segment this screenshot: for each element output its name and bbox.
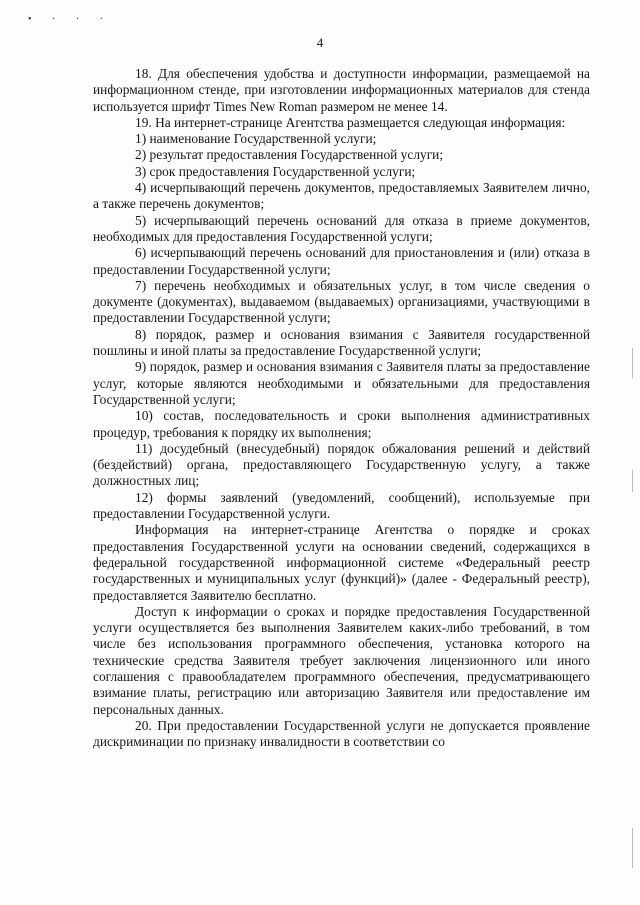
paragraph-info-federal-registry: Информация на интернет-странице Агентства о порядке и сроках предоставления Государственной услуги на основании сведений, содержащихся в федеральной государственной информационной системе «Федеральный реестр государственных и муниципальных услуг (функций)» (далее - Федеральный реестр), предоставляется Заявителю бесплатно. (93, 522, 590, 603)
scan-artifact-dots: • · · · (28, 14, 112, 25)
list-item-4: 4) исчерпывающий перечень документов, предоставляемых Заявителем лично, а также перечень документов; (93, 180, 590, 212)
page-number: 4 (316, 35, 324, 50)
paragraph-19: 19. На интернет-странице Агентства размещается следующая информация: (135, 114, 566, 130)
paragraph-18: 18. Для обеспечения удобства и доступности информации, размещаемой на информационном стенде, при изготовлении информационных материалов для стенда используется шрифт Times New Roman размером не менее 14. (93, 66, 590, 114)
paragraph-20: 20. При предоставлении Государственной услуги не допускается проявление дискриминации по признаку инвалидности в соответствии со (93, 717, 590, 750)
scan-edge-mark (632, 348, 633, 378)
list-item-8: 8) порядок, размер и основания взимания с Заявителя государственной пошлины и иной платы за предоставление Государственной услуги; (93, 326, 590, 359)
paragraph-access-info: Доступ к информации о сроках и порядке предоставления Государственной услуги осуществляется без выполнения Заявителем каких-либо требований, в том числе без использования программного обеспечения, установка которого на технические средства Заявителя требует заключения лицензионного или иного соглашения с правообладателем программного обеспечения, предусматривающего взимание платы, регистрацию или авторизацию Заявителя или предоставление им персональных данных. (93, 603, 590, 717)
list-item-2: 2) результат предоставления Государственной услуги; (135, 147, 444, 163)
list-item-7: 7) перечень необходимых и обязательных услуг, в том числе сведения о документе (документах), выдаваемом (выдаваемых) организациями, участвующими в предоставлении Государственной услуги; (93, 277, 590, 326)
list-item-1: 1) наименование Государственной услуги; (135, 131, 377, 147)
list-item-3: 3) срок предоставления Государственной услуги; (135, 163, 416, 179)
list-item-5: 5) исчерпывающий перечень оснований для отказа в приеме документов, необходимых для предоставления Государственной услуги; (93, 212, 590, 244)
list-item-12: 12) формы заявлений (уведомлений, сообщений), используемые при предоставлении Государственной услуги. (93, 489, 590, 522)
list-item-10: 10) состав, последовательность и сроки выполнения административных процедур, требования к порядку их выполнения; (93, 408, 590, 440)
list-item-9: 9) порядок, размер и основания взимания с Заявителя платы за предоставление услуг, которые являются необходимыми и обязательными для предоставления Государственной услуги; (93, 359, 590, 407)
list-item-11: 11) досудебный (внесудебный) порядок обжалования решений и действий (бездействий) органа, предоставляющего Государственную услугу, а также должностных лиц; (93, 440, 590, 489)
scan-edge-mark (632, 470, 633, 492)
scan-edge-mark (632, 828, 633, 868)
document-body (93, 66, 590, 750)
list-item-6: 6) исчерпывающий перечень оснований для приостановления и (или) отказа в предоставлении Государственной услуги; (93, 245, 590, 277)
